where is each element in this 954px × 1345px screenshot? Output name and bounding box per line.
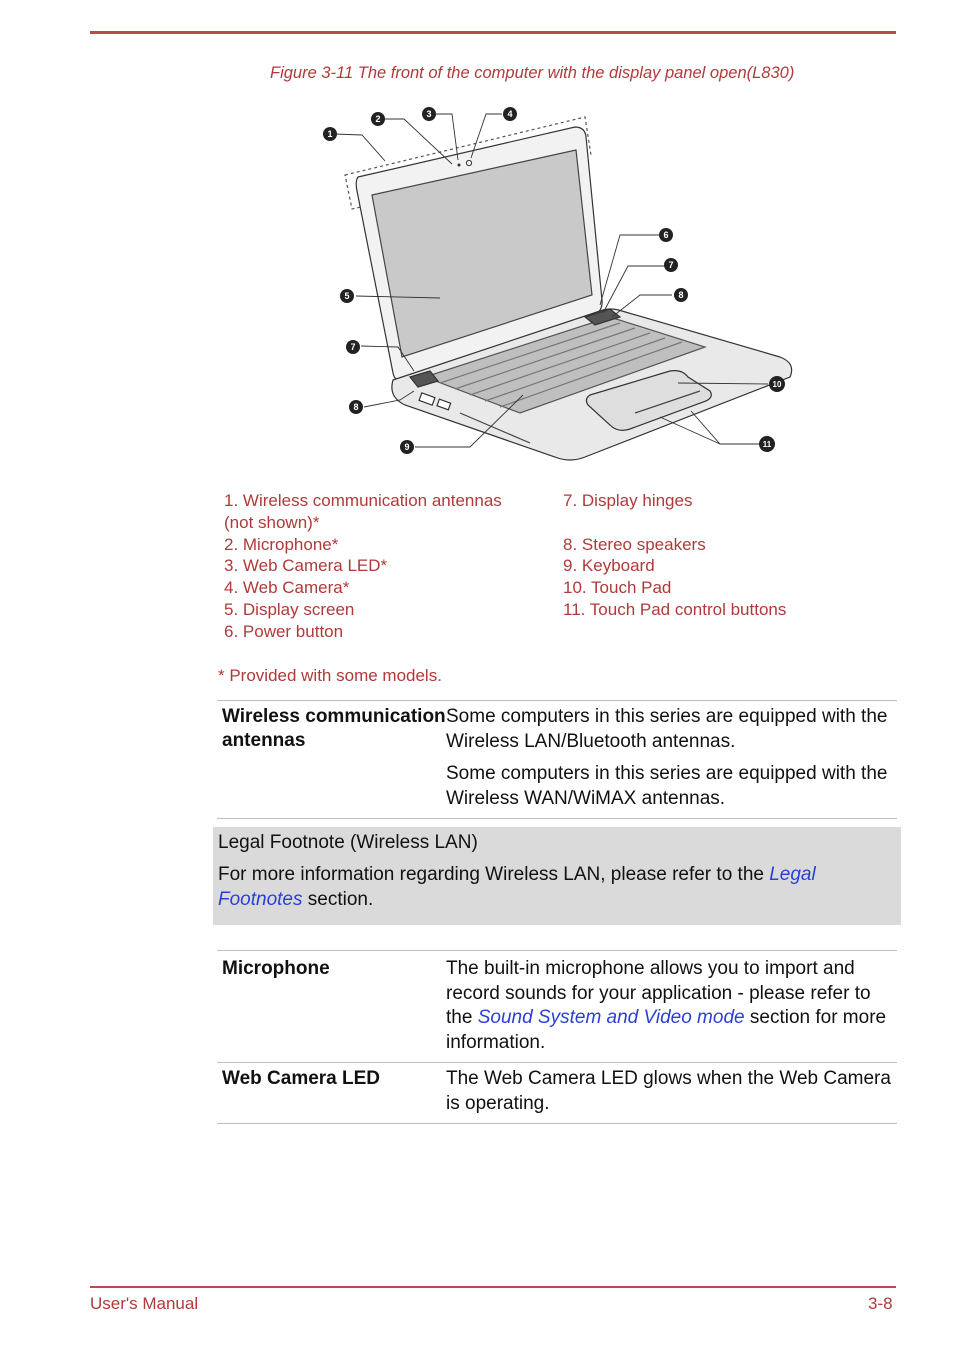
- callout-4: 4: [507, 109, 513, 119]
- sound-system-link[interactable]: Sound System and Video mode: [477, 1007, 745, 1028]
- callout-5: 5: [344, 291, 350, 301]
- legend-item: 4. Web Camera*: [224, 578, 350, 598]
- legend-item: 2. Microphone*: [224, 534, 339, 554]
- legal-footnotes-link[interactable]: Legal Footnotes: [218, 864, 816, 910]
- callout-10: 10: [772, 380, 782, 389]
- desc-web-camera-led: The Web Camera LED glows when the Web Camera is operating.: [446, 1068, 891, 1114]
- legend-item: 3. Web Camera LED*: [224, 556, 388, 576]
- note-text: section.: [302, 888, 374, 910]
- legend-right-column: [563, 490, 786, 621]
- note-text: For more information regarding Wireless LAN, please refer to the: [218, 864, 770, 885]
- figure-caption: Figure 3-11 The front of the computer with the display panel open(L830): [270, 64, 795, 82]
- desc-paragraph: Some computers in this series are equipped with the Wireless LAN/Bluetooth antennas.: [446, 706, 888, 752]
- footer-title: User's Manual: [90, 1294, 199, 1313]
- desc-text: section for more information.: [446, 1007, 887, 1053]
- legend-item: 9. Keyboard: [563, 556, 655, 576]
- legend-item: 5. Display screen: [224, 599, 355, 619]
- components-table: [217, 950, 897, 1124]
- term-web-camera-led: Web Camera LED: [222, 1068, 381, 1089]
- legend-item: 11. Touch Pad control buttons: [563, 599, 787, 619]
- table-row: [217, 701, 897, 819]
- desc-wireless-antennas: [446, 705, 897, 811]
- desc-text: The built-in microphone allows you to import and record sounds for your application - please refer to the: [446, 958, 871, 1028]
- table-row: [217, 1063, 897, 1124]
- callout-8-left: 8: [353, 402, 359, 412]
- legend-spacer: [563, 512, 786, 534]
- provided-models-note: * Provided with some models.: [218, 666, 442, 685]
- desc-paragraph: Some computers in this series are equipped with the Wireless WAN/WiMAX antennas.: [446, 763, 888, 809]
- footer-rule: [90, 1286, 896, 1288]
- table-row: [217, 951, 897, 1063]
- legend-item: 6. Power button: [224, 621, 344, 641]
- callout-3: 3: [426, 109, 432, 119]
- legend-item: 1. Wireless communication antennas: [224, 491, 502, 510]
- term-microphone: Microphone: [222, 958, 330, 979]
- legend-item: (not shown)*: [224, 512, 320, 532]
- term-wireless-antennas: Wireless communication antennas: [222, 706, 446, 751]
- legend-left-column: [224, 490, 502, 643]
- callout-11: 11: [762, 440, 772, 449]
- antennas-table: [217, 700, 897, 819]
- page-number: 3-8: [868, 1294, 893, 1313]
- callout-1: 1: [327, 129, 333, 139]
- callout-2: 2: [375, 114, 381, 124]
- callout-9: 9: [404, 442, 410, 452]
- laptop-illustration: [310, 95, 810, 475]
- callout-8-right: 8: [678, 290, 684, 300]
- callout-7-right: 7: [668, 260, 674, 270]
- callout-7-left: 7: [350, 342, 356, 352]
- legal-footnote-box: [213, 827, 901, 925]
- callout-6: 6: [663, 230, 669, 240]
- header-rule: [90, 31, 896, 34]
- note-title: Legal Footnote (Wireless LAN): [218, 832, 478, 853]
- desc-microphone: [446, 957, 897, 1055]
- note-body: [218, 863, 878, 912]
- legend-item: 7. Display hinges: [563, 491, 693, 510]
- legend-item: 10. Touch Pad: [563, 578, 672, 598]
- legend-item: 8. Stereo speakers: [563, 534, 706, 554]
